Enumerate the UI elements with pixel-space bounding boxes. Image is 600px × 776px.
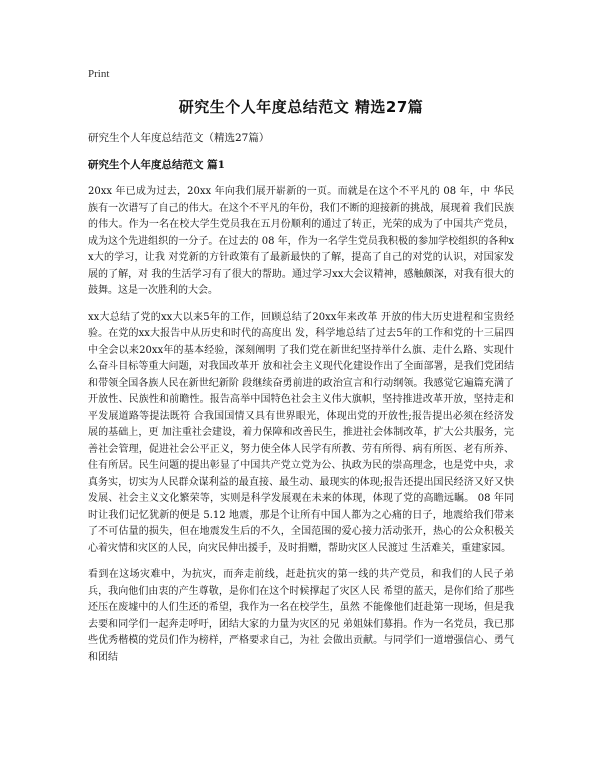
- section-heading: 研究生个人年度总结范文 篇1: [88, 159, 225, 171]
- paragraph-1: 20xx 年已成为过去，20xx 年向我们展开崭新的一页。而就是在这个不平凡的 08 年，中 华民族有一次谱写了自己的伟大。在这个不平凡的年份，我们不断的迎接新的挑战，展现着 我们民族的伟大。作为一名在校大学生党员我在五月份顺利的通过了转正，光荣的成为了中国共产党员，成为这个先进组织的一分子。在过去的 08 年，作为一名学生党员我积极的参加学校组织的各种xx大的学习，让我 对党新的方针政策有了最新最快的了解，提高了自己的对党的认识，对国家发展的了解，对 我的生活学习有了很大的帮助。通过学习xx大会议精神，感触颇深，对我有很大的鼓舞。这是一次胜利的大会。: [88, 186, 514, 296]
- paragraph-3: 看到在这场灾难中，为抗灾，而奔走前线，赶赴抗灾的第一线的共产党员，和我们的人民子弟兵，我向他们由衷的产生尊敬，是你们在这个时候撑起了灾区人民 希望的蓝天，是你们给了那些还压在废墟中的人们生还的希望，我作为一名在校学生，虽然 不能像他们赶赴第一现场，但是我去要和同学们一起奔走呼吁，团结大家的力量为灾区的兄 弟姐妹们募捐。作为一名党员，我已那些优秀楷模的党员们作为榜样，严格要求自己，为社 会做出贡献。与同学们一道增强信心、勇气和团结: [88, 569, 514, 663]
- document-subtitle: 研究生个人年度总结范文（精选27篇）: [88, 132, 270, 144]
- print-link[interactable]: Print: [88, 68, 110, 80]
- paragraph-2: xx大总结了党的xx大以来5年的工作，回顾总结了20xx年来改革 开放的伟大历史进程和宝贵经验。在党的xx大报告中从历史和时代的高度出 发，科学地总结了过去5年的工作和党的十三届四中全会以来20xx年的基本经验，深刻阐明 了我们党在新世纪坚持举什么旗、走什么路、实现什么奋斗目标等重大问题，对我国改革开 放和社会主义现代化建设作出了全面部署，是我们党团结和带领全国各族人民在新世纪新阶 段继续奋勇前进的政治宣言和行动纲领。我感觉它遍篇充满了开放性、民族性和前瞻性。报告高举中国特色社会主义伟大旗帜，坚持推进改革开放，坚持走和平发展道路等提法既符 合我国国情又具有世界眼光，体现出党的开放性;报告提出必须在经济发展的基础上，更 加注重社会建设，着力保障和改善民生，推进社会体制改革，扩大公共服务，完善社会管理，促进社会公平正义，努力使全体人民学有所教、劳有所得、病有所医、老有所养、住有所居。民生问题的提出彰显了中国共产党立党为公、执政为民的崇高理念，也是党中央，求真务实，切实为人民群众谋利益的最直接、最生动、最现实的体现;报告还提出国民经济又好又快 发展、社会主义文化繁荣等，实则是科学发展观在未来的体现，体现了党的高瞻远瞩。 08 年同时让我们记忆犹新的便是 5.12 地震，那是个让所有中国人都为之心痛的日子，地震给我们带来了不可估量的损失，但在地震发生后的不久，全国范围的爱心接力活动张开，热心的公众积极关心着灾情和灾区的人民，向灾民伸出援手，及时捐赠，帮助灾区人民渡过 生活难关，重建家园。: [88, 311, 514, 554]
- document-title: 研究生个人年度总结范文 精选27篇: [178, 98, 424, 116]
- document-page: [88, 68, 514, 676]
